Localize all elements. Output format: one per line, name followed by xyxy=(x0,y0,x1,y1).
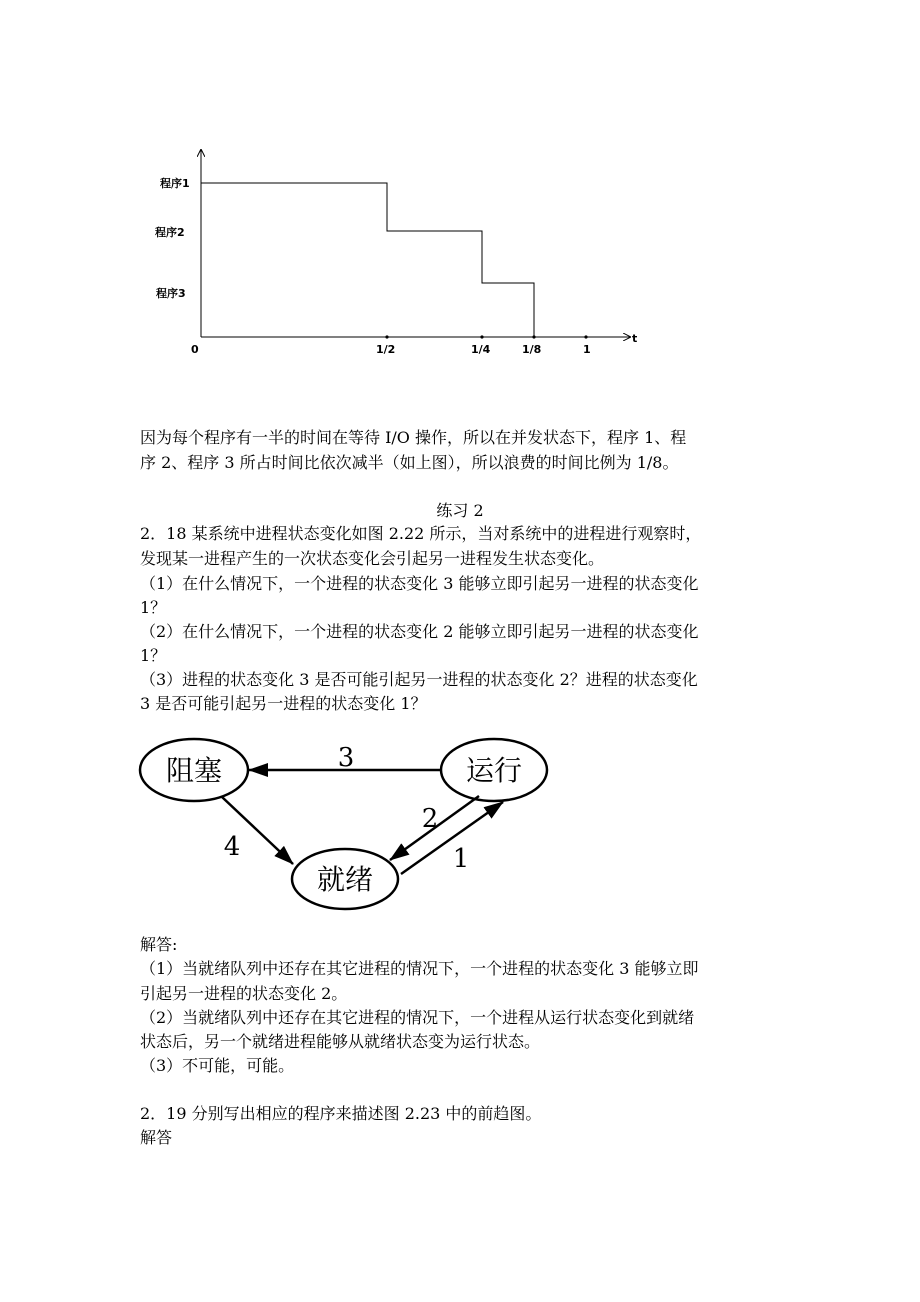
transition-1-label: 1 xyxy=(452,844,470,874)
y-label-program3: 程序3 xyxy=(156,287,186,300)
x-label-quarter: 1/4 xyxy=(471,343,491,356)
step-line xyxy=(201,183,534,337)
question2-line2: 解答 xyxy=(140,1128,173,1147)
section-title: 练习 2 xyxy=(436,501,484,520)
question-line3: （1）在什么情况下，一个进程的状态变化 3 能够立即引起另一进程的状态变化 xyxy=(140,574,699,593)
state-blocked-label: 阻塞 xyxy=(165,754,223,787)
y-label-program2: 程序2 xyxy=(155,226,185,239)
answer-line3: （2）当就绪队列中还存在其它进程的情况下，一个进程从运行状态变化到就绪 xyxy=(140,1008,695,1027)
x-label-0: 0 xyxy=(191,343,199,356)
transition-3-label: 3 xyxy=(337,743,355,773)
question-line5: （2）在什么情况下，一个进程的状态变化 2 能够立即引起另一进程的状态变化 xyxy=(140,622,699,641)
x-label-eighth: 1/8 xyxy=(522,343,542,356)
transition-4-label: 4 xyxy=(223,832,241,862)
paragraph1-line1: 因为每个程序有一半的时间在等待 I/O 操作，所以在并发状态下，程序 1、程 xyxy=(140,428,687,447)
state-diagram xyxy=(0,728,920,918)
answer-line5: （3）不可能，可能。 xyxy=(140,1056,295,1075)
question-line1: 2．18 某系统中进程状态变化如图 2.22 所示，当对系统中的进程进行观察时， xyxy=(140,524,702,543)
state-ready-label: 就绪 xyxy=(316,863,374,896)
answer-heading: 解答: xyxy=(140,935,178,954)
x-axis-label-t: t xyxy=(632,332,638,345)
question-line8: 3 是否可能引起另一进程的状态变化 1？ xyxy=(140,694,427,713)
paragraph1-line2: 序 2、程序 3 所占时间比依次减半（如上图），所以浪费的时间比例为 1/8。 xyxy=(140,453,679,472)
question-line4: 1？ xyxy=(140,598,167,617)
x-label-one: 1 xyxy=(583,343,591,356)
x-label-half: 1/2 xyxy=(376,343,396,356)
answer-line4: 状态后，另一个就绪进程能够从就绪状态变为运行状态。 xyxy=(140,1032,541,1051)
answer-line2: 引起另一进程的状态变化 2。 xyxy=(140,984,348,1003)
question-line6: 1？ xyxy=(140,646,167,665)
answer-line1: （1）当就绪队列中还存在其它进程的情况下，一个进程的状态变化 3 能够立即 xyxy=(140,959,699,978)
y-label-program1: 程序1 xyxy=(160,177,190,190)
question-line2: 发现某一进程产生的一次状态变化会引起另一进程发生状态变化。 xyxy=(140,549,605,568)
transition-2-label: 2 xyxy=(421,804,439,834)
question2-line1: 2．19 分别写出相应的程序来描述图 2.23 中的前趋图。 xyxy=(140,1104,542,1123)
question-line7: （3）进程的状态变化 3 是否可能引起另一进程的状态变化 2？进程的状态变化 xyxy=(140,670,698,689)
state-running-label: 运行 xyxy=(465,754,523,787)
